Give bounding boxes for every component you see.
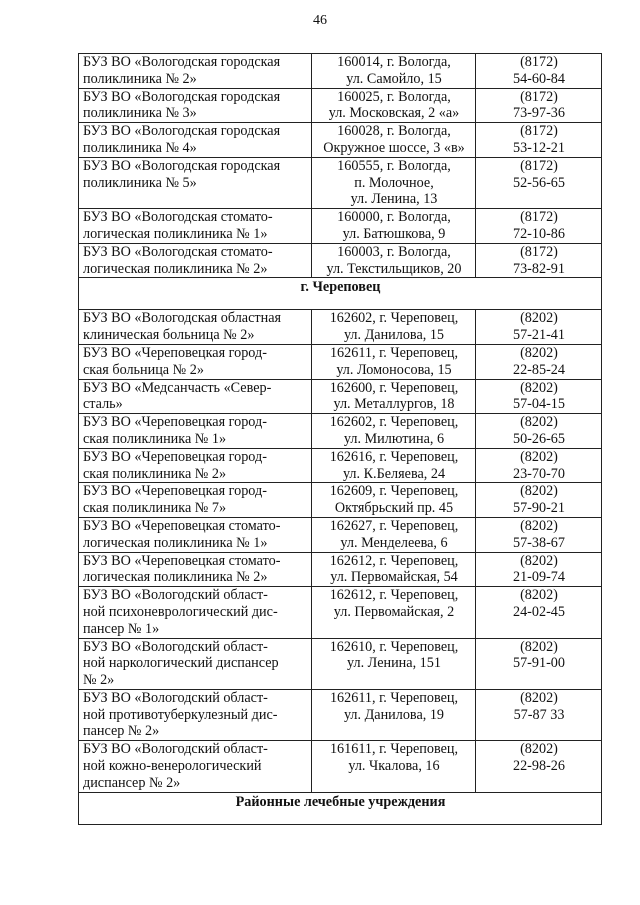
phone-cell: (8202) 21-09-74 [476, 552, 602, 587]
institutions-table [78, 53, 602, 825]
table-row [79, 448, 602, 483]
phone-cell: (8202) 22-85-24 [476, 344, 602, 379]
address-cell: 162602, г. Череповец, ул. Данилова, 15 [312, 310, 476, 345]
address-cell: 162612, г. Череповец, ул. Первомайская, 2 [312, 587, 476, 638]
institution-name-cell: БУЗ ВО «Череповецкая город- ская поликлиника № 7» [79, 483, 312, 518]
table-row [79, 379, 602, 414]
table-row [79, 414, 602, 449]
institution-name-cell: БУЗ ВО «Вологодский област- ной наркологический диспансер № 2» [79, 638, 312, 689]
section-header-row [79, 278, 602, 310]
address-cell: 160014, г. Вологда, ул. Самойло, 15 [312, 54, 476, 89]
phone-cell: (8172) 73-97-36 [476, 88, 602, 123]
table-row [79, 552, 602, 587]
table-row [79, 483, 602, 518]
institution-name-cell: БУЗ ВО «Череповецкая город- ская больница № 2» [79, 344, 312, 379]
table-row [79, 123, 602, 158]
table-row [79, 741, 602, 792]
table-row [79, 157, 602, 208]
institution-name-cell: БУЗ ВО «Череповецкая город- ская поликлиника № 1» [79, 414, 312, 449]
table-row [79, 517, 602, 552]
table-row [79, 344, 602, 379]
table-row [79, 243, 602, 278]
phone-cell: (8172) 54-60-84 [476, 54, 602, 89]
institution-name-cell: БУЗ ВО «Медсанчасть «Север- сталь» [79, 379, 312, 414]
phone-cell: (8202) 24-02-45 [476, 587, 602, 638]
institution-name-cell: БУЗ ВО «Вологодская городская поликлиника № 4» [79, 123, 312, 158]
address-cell: 162609, г. Череповец, Октябрьский пр. 45 [312, 483, 476, 518]
table-row [79, 638, 602, 689]
table-row [79, 587, 602, 638]
page-number: 46 [313, 13, 327, 28]
phone-cell: (8202) 50-26-65 [476, 414, 602, 449]
address-cell: 160003, г. Вологда, ул. Текстильщиков, 20 [312, 243, 476, 278]
phone-cell: (8172) 72-10-86 [476, 209, 602, 244]
institution-name-cell: БУЗ ВО «Вологодская городская поликлиника № 5» [79, 157, 312, 208]
institution-name-cell: БУЗ ВО «Череповецкая город- ская поликлиника № 2» [79, 448, 312, 483]
phone-cell: (8202) 57-90-21 [476, 483, 602, 518]
table-row [79, 209, 602, 244]
institution-name-cell: БУЗ ВО «Вологодская городская поликлиника № 2» [79, 54, 312, 89]
phone-cell: (8202) 57-04-15 [476, 379, 602, 414]
phone-cell: (8202) 57-87 33 [476, 689, 602, 740]
address-cell: 162627, г. Череповец, ул. Менделеева, 6 [312, 517, 476, 552]
phone-cell: (8172) 53-12-21 [476, 123, 602, 158]
phone-cell: (8202) 23-70-70 [476, 448, 602, 483]
section-title: Районные лечебные учреждения [79, 792, 602, 824]
address-cell: 162616, г. Череповец, ул. К.Беляева, 24 [312, 448, 476, 483]
address-cell: 160555, г. Вологда, п. Молочное, ул. Ленина, 13 [312, 157, 476, 208]
institution-name-cell: БУЗ ВО «Вологодский област- ной кожно-венерологический диспансер № 2» [79, 741, 312, 792]
section-title: г. Череповец [79, 278, 602, 310]
phone-cell: (8202) 22-98-26 [476, 741, 602, 792]
institution-name-cell: БУЗ ВО «Вологодская городская поликлиника № 3» [79, 88, 312, 123]
address-cell: 162611, г. Череповец, ул. Ломоносова, 15 [312, 344, 476, 379]
institution-name-cell: БУЗ ВО «Череповецкая стомато- логическая поликлиника № 2» [79, 552, 312, 587]
table-row [79, 54, 602, 89]
phone-cell: (8202) 57-91-00 [476, 638, 602, 689]
institution-name-cell: БУЗ ВО «Вологодская стомато- логическая поликлиника № 1» [79, 209, 312, 244]
institution-name-cell: БУЗ ВО «Череповецкая стомато- логическая поликлиника № 1» [79, 517, 312, 552]
phone-cell: (8172) 52-56-65 [476, 157, 602, 208]
address-cell: 160025, г. Вологда, ул. Московская, 2 «а» [312, 88, 476, 123]
table-row [79, 689, 602, 740]
address-cell: 160000, г. Вологда, ул. Батюшкова, 9 [312, 209, 476, 244]
institution-name-cell: БУЗ ВО «Вологодская областная клиническая больница № 2» [79, 310, 312, 345]
table-row [79, 88, 602, 123]
table-row [79, 310, 602, 345]
address-cell: 162611, г. Череповец, ул. Данилова, 19 [312, 689, 476, 740]
section-header-row [79, 792, 602, 824]
institution-name-cell: БУЗ ВО «Вологодский област- ной психоневрологический дис- пансер № 1» [79, 587, 312, 638]
phone-cell: (8172) 73-82-91 [476, 243, 602, 278]
address-cell: 162600, г. Череповец, ул. Металлургов, 18 [312, 379, 476, 414]
address-cell: 162612, г. Череповец, ул. Первомайская, 54 [312, 552, 476, 587]
institution-name-cell: БУЗ ВО «Вологодский област- ной противотуберкулезный дис- пансер № 2» [79, 689, 312, 740]
address-cell: 162610, г. Череповец, ул. Ленина, 151 [312, 638, 476, 689]
address-cell: 160028, г. Вологда, Окружное шоссе, 3 «в» [312, 123, 476, 158]
phone-cell: (8202) 57-38-67 [476, 517, 602, 552]
address-cell: 162602, г. Череповец, ул. Милютина, 6 [312, 414, 476, 449]
phone-cell: (8202) 57-21-41 [476, 310, 602, 345]
address-cell: 161611, г. Череповец, ул. Чкалова, 16 [312, 741, 476, 792]
institution-name-cell: БУЗ ВО «Вологодская стомато- логическая поликлиника № 2» [79, 243, 312, 278]
